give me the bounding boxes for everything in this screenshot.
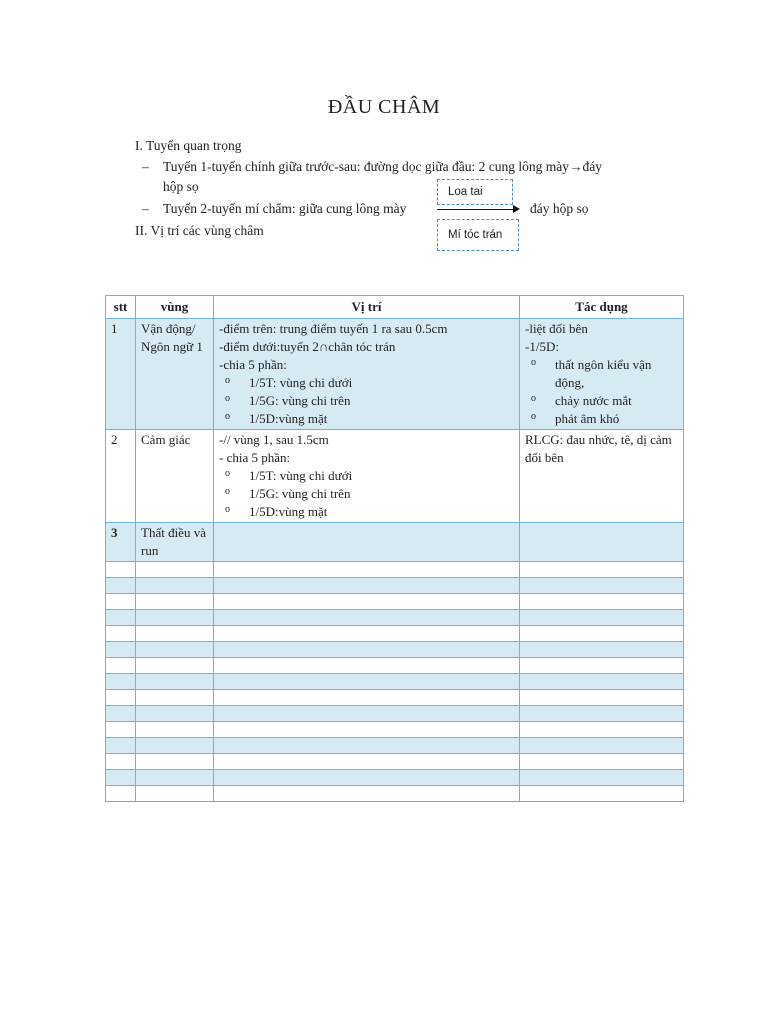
- empty-cell: [214, 738, 520, 754]
- table-row: [106, 722, 684, 738]
- table-row: [106, 770, 684, 786]
- cell-stt: 3: [106, 523, 136, 562]
- list-item: o 1/5T: vùng chi dưới: [249, 374, 514, 392]
- sub-list: [525, 356, 678, 428]
- cell-stt: 1: [106, 319, 136, 430]
- empty-cell: [214, 562, 520, 578]
- table-header-row: [106, 296, 684, 319]
- empty-cell: [214, 626, 520, 642]
- loa-tai-box: Loa tai: [437, 179, 513, 205]
- dash-bullet: –: [142, 201, 149, 216]
- empty-cell: [106, 738, 136, 754]
- arrow-head-icon: [513, 205, 520, 213]
- empty-cell: [106, 690, 136, 706]
- table-row: [106, 658, 684, 674]
- mi-toc-tran-box: Mí tóc trán: [437, 219, 519, 251]
- section-2-heading: II. Vị trí các vùng châm: [135, 223, 264, 238]
- table-row: [106, 523, 684, 562]
- header-vi-tri: Vị trí: [214, 296, 520, 319]
- list-item: o phát âm khó: [555, 410, 678, 428]
- table-row: [106, 610, 684, 626]
- empty-cell: [106, 706, 136, 722]
- list-item: o 1/5D:vùng mặt: [249, 503, 514, 521]
- text-line: -1/5D:: [525, 339, 559, 354]
- arrow-line: [437, 209, 514, 210]
- cell-tac-dung: [520, 319, 684, 430]
- cell-vung: Thất điều và run: [136, 523, 214, 562]
- sub-list: [219, 374, 514, 428]
- cell-stt: 2: [106, 430, 136, 523]
- empty-cell: [136, 594, 214, 610]
- empty-cell: [106, 594, 136, 610]
- empty-cell: [520, 674, 684, 690]
- outline-line-1-cont: hộp sọ: [163, 179, 199, 194]
- outline-line-2-end: đáy hộp sọ: [530, 201, 589, 216]
- empty-cell: [520, 578, 684, 594]
- empty-cell: [214, 578, 520, 594]
- header-tac-dung: Tác dụng: [520, 296, 684, 319]
- list-item: o 1/5D:vùng mặt: [249, 410, 514, 428]
- cell-vi-tri: [214, 523, 520, 562]
- cell-tac-dung: RLCG: đau nhức, tê, dị cảm đối bên: [520, 430, 684, 523]
- table-row: [106, 594, 684, 610]
- empty-cell: [520, 754, 684, 770]
- outline-line-1: Tuyến 1-tuyến chính giữa trước-sau: đường dọc giữa đầu: 2 cung lông mày→đáy: [163, 159, 602, 174]
- header-stt: stt: [106, 296, 136, 319]
- empty-cell: [520, 722, 684, 738]
- empty-cell: [106, 722, 136, 738]
- empty-cell: [136, 690, 214, 706]
- table-row: [106, 706, 684, 722]
- empty-cell: [136, 770, 214, 786]
- empty-cell: [136, 706, 214, 722]
- empty-cell: [214, 754, 520, 770]
- empty-cell: [520, 610, 684, 626]
- empty-cell: [136, 610, 214, 626]
- cell-vung: Cảm giác: [136, 430, 214, 523]
- empty-cell: [106, 578, 136, 594]
- empty-cell: [214, 706, 520, 722]
- empty-cell: [214, 722, 520, 738]
- empty-cell: [136, 642, 214, 658]
- empty-cell: [136, 722, 214, 738]
- sub-list: [219, 467, 514, 521]
- table-row: [106, 626, 684, 642]
- empty-cell: [520, 642, 684, 658]
- empty-cell: [136, 738, 214, 754]
- empty-cell: [136, 658, 214, 674]
- empty-cell: [106, 674, 136, 690]
- empty-cell: [136, 754, 214, 770]
- empty-cell: [106, 626, 136, 642]
- empty-cell: [520, 626, 684, 642]
- empty-cell: [214, 658, 520, 674]
- empty-cell: [214, 674, 520, 690]
- empty-cell: [520, 786, 684, 802]
- empty-cell: [106, 658, 136, 674]
- text-line: -chia 5 phần:: [219, 357, 287, 372]
- empty-cell: [214, 770, 520, 786]
- text-line: -điểm dưới:tuyến 2∩chân tóc trán: [219, 339, 396, 354]
- cell-vi-tri: [214, 319, 520, 430]
- empty-cell: [136, 578, 214, 594]
- table-row: [106, 642, 684, 658]
- empty-cell: [106, 562, 136, 578]
- table-row: [106, 430, 684, 523]
- empty-cell: [106, 786, 136, 802]
- page-title: ĐẦU CHÂM: [327, 96, 441, 118]
- list-item: o 1/5T: vùng chi dưới: [249, 467, 514, 485]
- empty-cell: [136, 626, 214, 642]
- text-line: - chia 5 phần:: [219, 450, 291, 465]
- list-item: o thất ngôn kiểu vận động,: [555, 356, 678, 392]
- empty-cell: [136, 786, 214, 802]
- empty-cell: [214, 594, 520, 610]
- text-line: -điểm trên: trung điểm tuyến 1 ra sau 0.5cm: [219, 321, 448, 336]
- header-vung: vùng: [136, 296, 214, 319]
- list-item: o 1/5G: vùng chi trên: [249, 392, 514, 410]
- empty-cell: [214, 642, 520, 658]
- empty-cell: [106, 770, 136, 786]
- section-1-heading: I. Tuyến quan trọng: [135, 138, 242, 153]
- cell-vi-tri: [214, 430, 520, 523]
- text-line: -liệt đối bên: [525, 321, 588, 336]
- empty-cell: [214, 610, 520, 626]
- empty-cell: [214, 690, 520, 706]
- table-row: [106, 786, 684, 802]
- dash-bullet: –: [142, 159, 149, 174]
- cell-tac-dung: [520, 523, 684, 562]
- empty-cell: [520, 706, 684, 722]
- empty-cell: [520, 690, 684, 706]
- empty-cell: [520, 770, 684, 786]
- empty-cell: [214, 786, 520, 802]
- empty-cell: [520, 738, 684, 754]
- table-row: [106, 754, 684, 770]
- empty-cell: [520, 658, 684, 674]
- outline-line-2: Tuyến 2-tuyến mí chẩm: giữa cung lông mày: [163, 201, 407, 216]
- text-line: -// vùng 1, sau 1.5cm: [219, 432, 329, 447]
- empty-cell: [136, 562, 214, 578]
- table-row: [106, 674, 684, 690]
- empty-cell: [520, 562, 684, 578]
- table-row: [106, 319, 684, 430]
- table-row: [106, 562, 684, 578]
- table-row: [106, 690, 684, 706]
- list-item: o chảy nước mắt: [555, 392, 678, 410]
- empty-cell: [106, 610, 136, 626]
- table-row: [106, 738, 684, 754]
- acupuncture-table: [105, 295, 684, 802]
- list-item: o 1/5G: vùng chi trên: [249, 485, 514, 503]
- empty-cell: [520, 594, 684, 610]
- empty-cell: [106, 754, 136, 770]
- table-row: [106, 578, 684, 594]
- empty-cell: [136, 674, 214, 690]
- cell-vung: Vận động/ Ngôn ngữ 1: [136, 319, 214, 430]
- empty-cell: [106, 642, 136, 658]
